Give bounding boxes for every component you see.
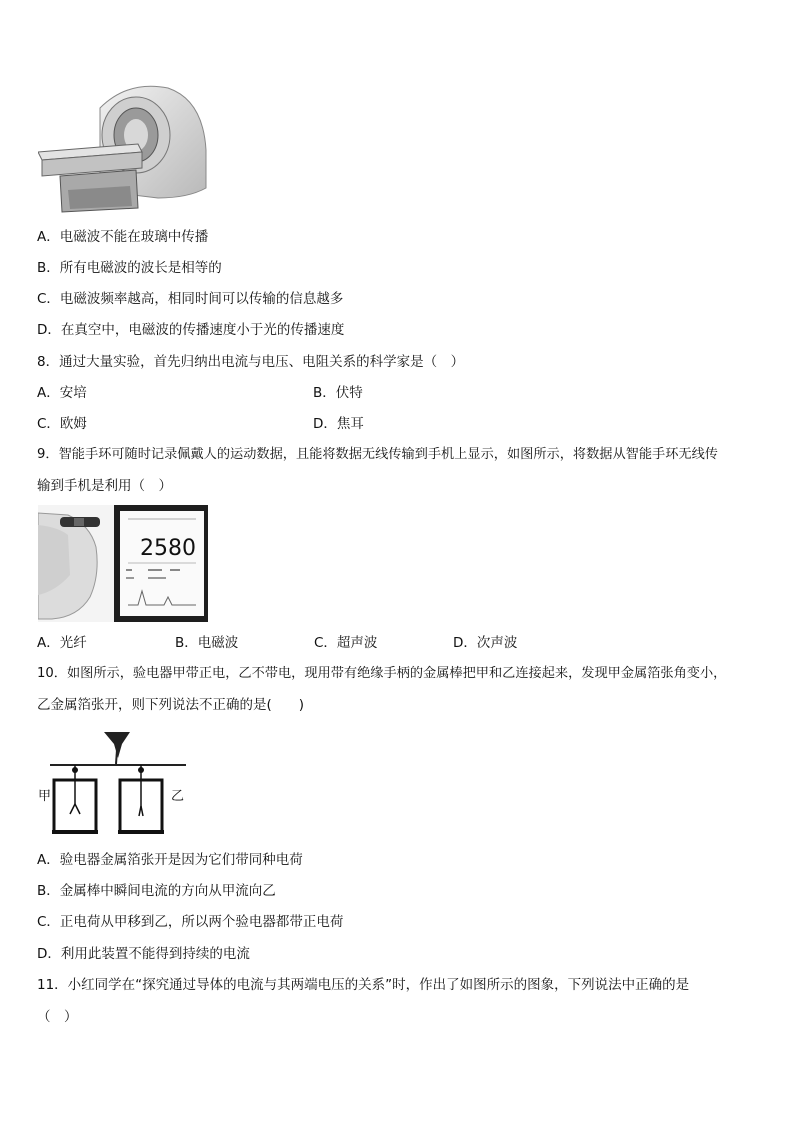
q9-option-b: B．电磁波 [175,635,239,651]
q9-stem-line2: 输到手机是利用（ ） [37,478,172,494]
electroscope-label-jia: 甲 [38,789,52,804]
q7-option-c: C．电磁波频率越高，相同时间可以传输的信息越多 [37,291,344,307]
mri-machine-image [38,80,210,215]
q8-option-a: A．安培 [37,385,87,401]
q7-option-a: A．电磁波不能在玻璃中传播 [37,229,209,245]
q9-option-a: A．光纤 [37,635,87,651]
q10-option-c: C．正电荷从甲移到乙，所以两个验电器都带正电荷 [37,914,344,930]
q10-option-d: D．利用此装置不能得到持续的电流 [37,946,250,962]
electroscope-diagram [48,730,188,838]
q10-stem-line2: 乙金属箔张开，则下列说法不正确的是( ) [37,697,305,713]
q11-stem-line2: （ ） [37,1009,78,1025]
q7-option-d: D．在真空中，电磁波的传播速度小于光的传播速度 [37,322,345,338]
q10-option-a: A．验电器金属箔张开是因为它们带同种电荷 [37,852,303,868]
q9-option-c: C．超声波 [314,635,378,651]
q7-option-b: B．所有电磁波的波长是相等的 [37,260,222,276]
q10-stem-line1: 10．如图所示，验电器甲带正电，乙不带电，现用带有绝缘手柄的金属棒把甲和乙连接起来，发现甲金属箔张角变小， [37,666,727,681]
q8-option-b: B．伏特 [313,385,363,401]
smart-band-phone-image [38,505,208,622]
q8-stem: 8．通过大量实验，首先归纳出电流与电压、电阻关系的科学家是（ ） [37,354,465,370]
q8-option-d: D．焦耳 [313,416,364,432]
phone-step-count: 2580 [140,536,196,561]
q9-option-d: D．次声波 [453,635,518,651]
q11-stem-line1: 11．小红同学在“探究通过导体的电流与其两端电压的关系”时，作出了如图所示的图象，下列说法中正确的是 [37,977,690,993]
q8-option-c: C．欧姆 [37,416,87,432]
q9-stem-line1: 9．智能手环可随时记录佩戴人的运动数据，且能将数据无线传输到手机上显示，如图所示，将数据从智能手环无线传 [37,447,718,462]
electroscope-label-yi: 乙 [171,789,185,804]
q10-option-b: B．金属棒中瞬间电流的方向从甲流向乙 [37,883,276,899]
